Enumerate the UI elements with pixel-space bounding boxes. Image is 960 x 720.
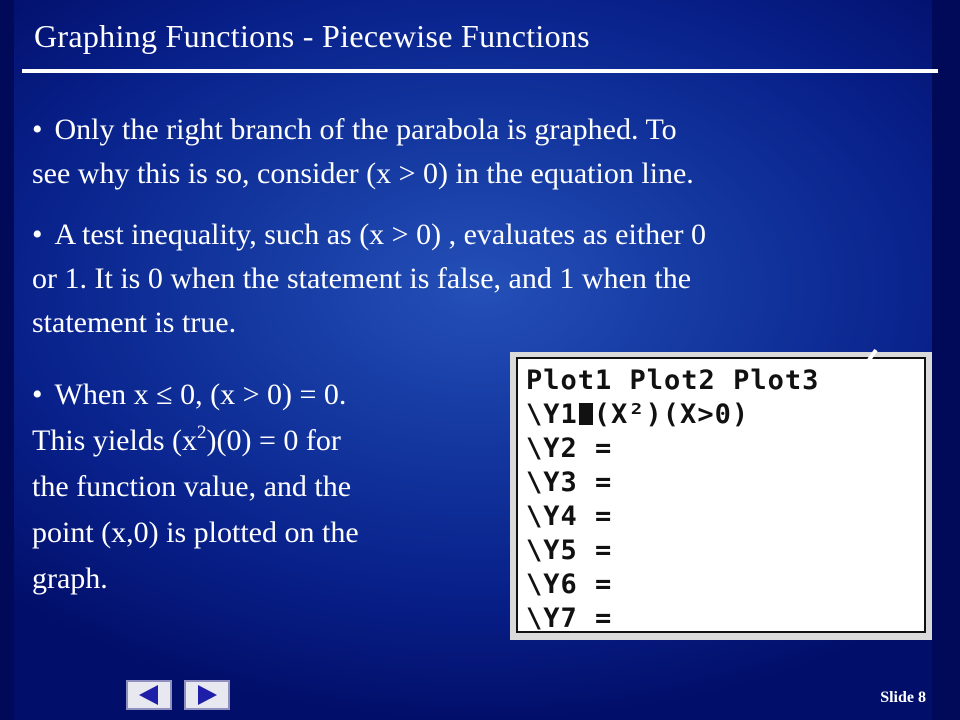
triangle-right-icon bbox=[186, 682, 228, 708]
slide-edge-left bbox=[0, 0, 14, 720]
p2-line1: A test inequality, such as (x > 0) , evaluates as either 0 bbox=[54, 218, 706, 251]
p3-line2-a: This yields (x bbox=[32, 424, 197, 457]
bullet: • bbox=[32, 218, 43, 251]
title-divider bbox=[22, 69, 938, 73]
bullet: • bbox=[32, 378, 43, 411]
p1-line2: see why this is so, consider (x > 0) in the equation line. bbox=[32, 157, 694, 190]
plot-header: Plot1 Plot2 Plot3 bbox=[526, 365, 820, 396]
p2-line3: statement is true. bbox=[32, 306, 237, 339]
paragraph-right-branch bbox=[32, 108, 912, 196]
y1-expression: (X²)(X>0) bbox=[593, 399, 750, 430]
y4-row: \Y4 = bbox=[526, 501, 613, 532]
calculator-screen bbox=[516, 357, 926, 633]
y2-row: \Y2 = bbox=[526, 433, 613, 464]
checkmark-icon bbox=[838, 348, 878, 390]
y1-label: \Y1 bbox=[526, 399, 578, 430]
p1-line1: Only the right branch of the parabola is graphed. To bbox=[54, 113, 677, 146]
y5-row: \Y5 = bbox=[526, 535, 613, 566]
y6-row: \Y6 = bbox=[526, 569, 613, 600]
p3-line1: When x ≤ 0, (x > 0) = 0. bbox=[54, 378, 347, 411]
p2-line2: or 1. It is 0 when the statement is false, and 1 when the bbox=[32, 262, 692, 295]
paragraph-test-inequality bbox=[32, 213, 912, 345]
exponent: 2 bbox=[197, 422, 207, 443]
bullet: • bbox=[32, 113, 43, 146]
next-slide-button[interactable] bbox=[184, 680, 230, 710]
slide-title: Graphing Functions - Piecewise Functions bbox=[34, 18, 590, 54]
p3-line2-b: )(0) = 0 for bbox=[206, 424, 341, 457]
paragraph-when-x-nonpositive bbox=[32, 372, 472, 602]
y3-row: \Y3 = bbox=[526, 467, 613, 498]
p3-line4: point (x,0) is plotted on the bbox=[32, 516, 359, 549]
previous-slide-button[interactable] bbox=[126, 680, 172, 710]
p3-line3: the function value, and the bbox=[32, 470, 352, 503]
equals-cursor-icon bbox=[579, 403, 593, 425]
slide-number: Slide 8 bbox=[880, 689, 926, 706]
slide-edge-right bbox=[932, 0, 960, 720]
y7-row: \Y7 = bbox=[526, 603, 613, 634]
p3-line2 bbox=[32, 418, 472, 464]
p3-line5: graph. bbox=[32, 562, 108, 595]
triangle-left-icon bbox=[128, 682, 170, 708]
y1-row bbox=[526, 399, 749, 430]
calculator-screenshot bbox=[510, 352, 932, 640]
